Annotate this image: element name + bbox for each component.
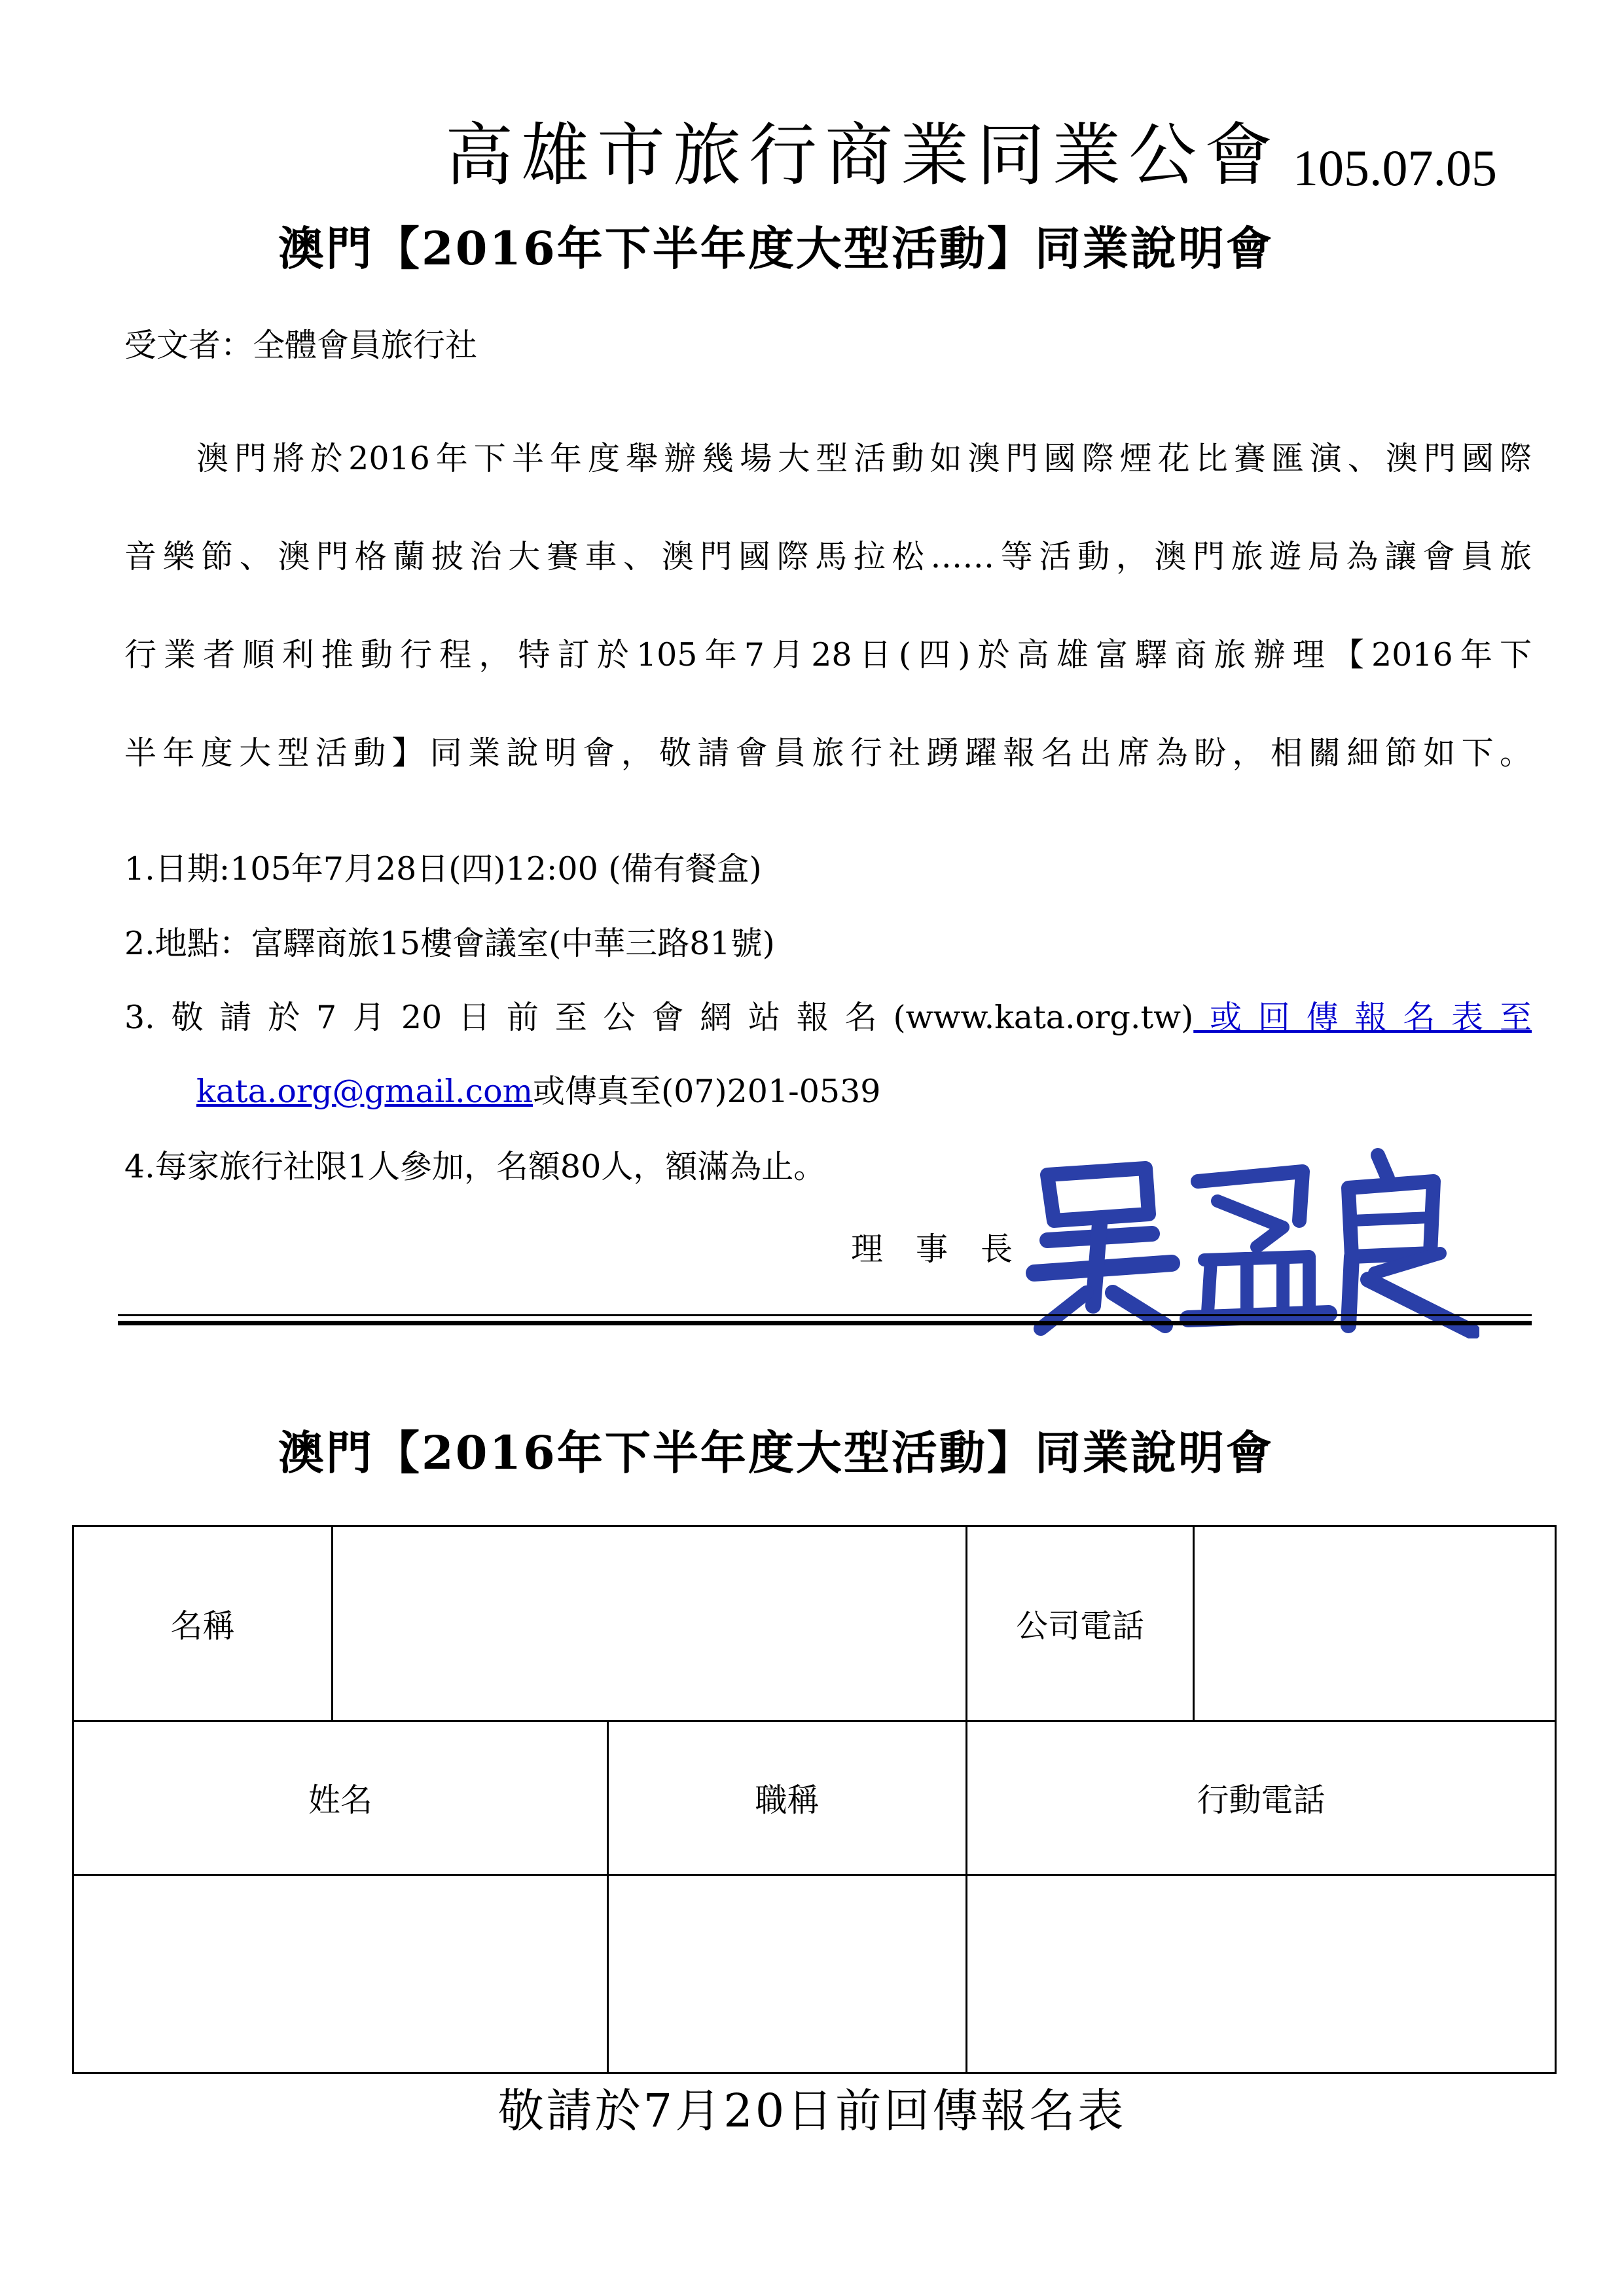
detail-item-limit: 4.每家旅行社限1人參加，名額80人，額滿為止。 bbox=[124, 1148, 826, 1185]
detail-item-date: 1.日期:105年7月28日(四)12:00 (備有餐盒) bbox=[124, 850, 762, 888]
signature-image bbox=[1021, 1142, 1479, 1338]
chairman-label: 理事長 bbox=[851, 1230, 1046, 1268]
detail-item-registration bbox=[124, 999, 1532, 1036]
paragraph-line-3: 行業者順利推動行程，特訂於105年7月28日(四)於高雄富驛商旅辦理【2016年下 bbox=[124, 636, 1532, 673]
recipient-line: 受文者：全體會員旅行社 bbox=[124, 327, 478, 364]
paragraph-line-2: 音樂節、澳門格蘭披治大賽車、澳門國際馬拉松……等活動，澳門旅遊局為讓會員旅 bbox=[124, 538, 1532, 575]
form-title: 澳門【2016年下半年度大型活動】同業說明會 bbox=[278, 1426, 1274, 1480]
divider-thick bbox=[118, 1321, 1532, 1325]
return-deadline-note: 敬請於7月20日前回傳報名表 bbox=[497, 2084, 1127, 2138]
form-row-entry bbox=[73, 1875, 1556, 2073]
registration-form bbox=[72, 1525, 1557, 2074]
person-name-field[interactable] bbox=[73, 1875, 608, 2073]
divider-thin bbox=[118, 1314, 1532, 1316]
paragraph-line-4: 半年度大型活動】同業說明會，敬請會員旅行社踴躍報名出席為盼，相關細節如下。 bbox=[124, 734, 1532, 772]
detail-item-location: 2.地點：富驛商旅15樓會議室(中華三路81號) bbox=[124, 925, 775, 962]
company-phone-label: 公司電話 bbox=[967, 1526, 1194, 1721]
fax-text: 或傳真至(07)201-0539 bbox=[533, 1073, 881, 1110]
mobile-field[interactable] bbox=[967, 1875, 1556, 2073]
document-date: 105.07.05 bbox=[1293, 139, 1497, 196]
form-row-headers bbox=[73, 1721, 1556, 1875]
company-name-field[interactable] bbox=[333, 1526, 967, 1721]
detail-item-registration-cont bbox=[196, 1073, 881, 1110]
company-name-label: 名稱 bbox=[73, 1526, 333, 1721]
document-title: 澳門【2016年下半年度大型活動】同業說明會 bbox=[278, 221, 1274, 276]
mobile-header: 行動電話 bbox=[967, 1721, 1556, 1875]
email-link[interactable]: kata.org@gmail.com bbox=[196, 1073, 533, 1110]
person-name-header: 姓名 bbox=[73, 1721, 608, 1875]
organization-name: 高雄市旅行商業同業公會 bbox=[445, 115, 1281, 195]
registration-text: 3.敬請於7月20日前至公會網站報名(www.kata.org.tw) bbox=[124, 999, 1194, 1036]
registration-link[interactable]: 或回傳報名表至 bbox=[1193, 999, 1532, 1036]
company-phone-field[interactable] bbox=[1194, 1526, 1556, 1721]
job-title-field[interactable] bbox=[608, 1875, 967, 2073]
job-title-header: 職稱 bbox=[608, 1721, 967, 1875]
form-row-company bbox=[73, 1526, 1556, 1721]
paragraph-line-1: 澳門將於2016年下半年度舉辦幾場大型活動如澳門國際煙花比賽匯演、澳門國際 bbox=[196, 440, 1532, 477]
